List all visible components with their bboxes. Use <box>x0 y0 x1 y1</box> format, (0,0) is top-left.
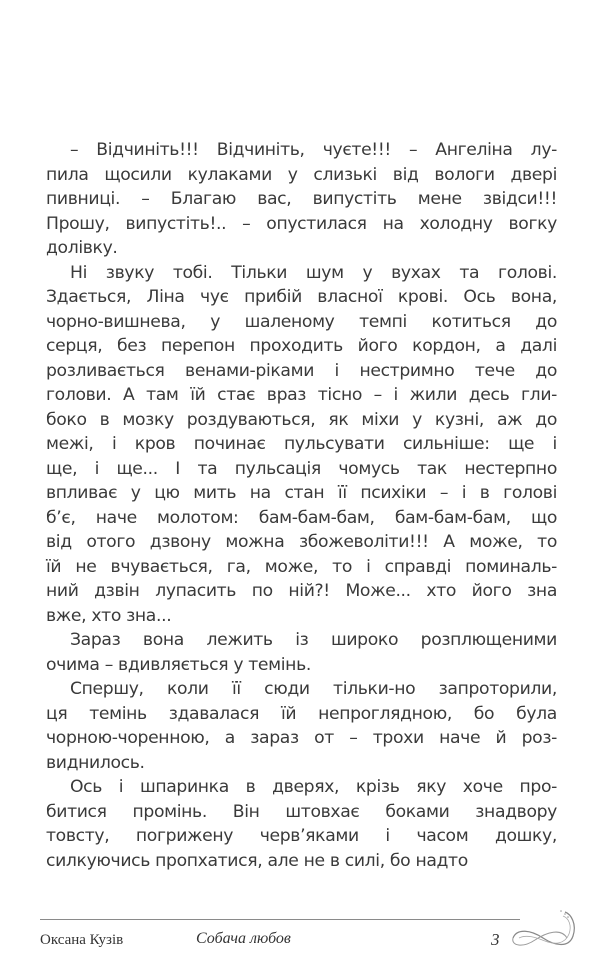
text-line: силкуючись пропхатися, але не в силі, бо надто <box>46 850 468 871</box>
text-line: вже, хто зна... <box>46 605 172 626</box>
flourish-ornament-icon <box>505 908 580 953</box>
paragraph <box>46 775 557 873</box>
text-line: чорно-вишнева, у шаленому темпі котиться до <box>46 311 557 332</box>
text-line: чорною-чоренною, а зараз от – трохи наче й роз- <box>46 728 557 748</box>
text-line: Ні звуку тобі. Тільки шум у вухах та голові. <box>70 262 557 283</box>
text-line: – Відчиніть!!! Відчиніть, чуєте!!! – Ангеліна лу- <box>70 140 557 160</box>
text-line: Прошу, випустіть!.. – опустилася на холодну вогку <box>46 213 557 234</box>
paragraph <box>46 138 557 261</box>
text-line: від отого дзвону можна збожеволіти!!! А може, то <box>46 532 557 552</box>
text-line: боко в мозку роздуваються, як міхи у кузні, аж до <box>46 409 557 430</box>
text-line: Спершу, коли її сюди тільки-но запроторили, <box>70 679 557 699</box>
text-line: долівку. <box>46 238 118 258</box>
text-line: Зараз вона лежить із широко розплющеними <box>70 630 557 650</box>
paragraph <box>46 261 557 629</box>
text-line: ще, і ще... І та пульсація чомусь так нестерпно <box>46 458 557 479</box>
page-number: 3 <box>491 930 500 949</box>
text-line: пивниці. – Благаю вас, випустіть мене звідси!!! <box>46 189 557 209</box>
text-line: їй не вчувається, га, може, то і справді поминаль- <box>46 556 557 577</box>
text-line: ний дзвін лупасить по ній?! Може... хто його зна <box>46 581 557 601</box>
text-line: серця, без перепон проходить його кордон, а далі <box>46 336 557 356</box>
text-line: межі, і кров починає пульсувати сильніше: ще і <box>46 434 557 454</box>
page-body <box>46 138 557 873</box>
text-line: Ось і шпаринка в дверях, крізь яку хоче про- <box>70 777 557 797</box>
footer-author: Оксана Кузів <box>40 932 124 948</box>
text-line: впливає у цю мить на стан її психіки – і в голові <box>46 483 557 503</box>
text-line: виднилось. <box>46 752 145 773</box>
text-line: голови. А там їй стає враз тісно – і жили десь гли- <box>46 385 557 405</box>
text-line: б’є, наче молотом: бам-бам-бам, бам-бам-бам, що <box>46 507 557 528</box>
text-line: очима – вдивляється у темінь. <box>46 654 311 675</box>
paragraph <box>46 628 557 677</box>
text-line: ця темінь здавалася їй непроглядною, бо була <box>46 703 557 724</box>
text-line: пила щосили кулаками у слизькі від вологи двері <box>46 164 557 185</box>
text-line: Здається, Ліна чує прибій власної крові. Ось вона, <box>46 287 557 307</box>
text-line: товсту, погрижену черв’яками і часом дошку, <box>46 826 557 846</box>
paragraph <box>46 677 557 775</box>
footer-divider <box>40 919 520 920</box>
text-line: битися промінь. Він штовхає боками знадвору <box>46 801 557 822</box>
footer-book-title: Собача любов <box>196 930 291 947</box>
text-line: розливається венами-ріками і нестримно тече до <box>46 360 557 381</box>
